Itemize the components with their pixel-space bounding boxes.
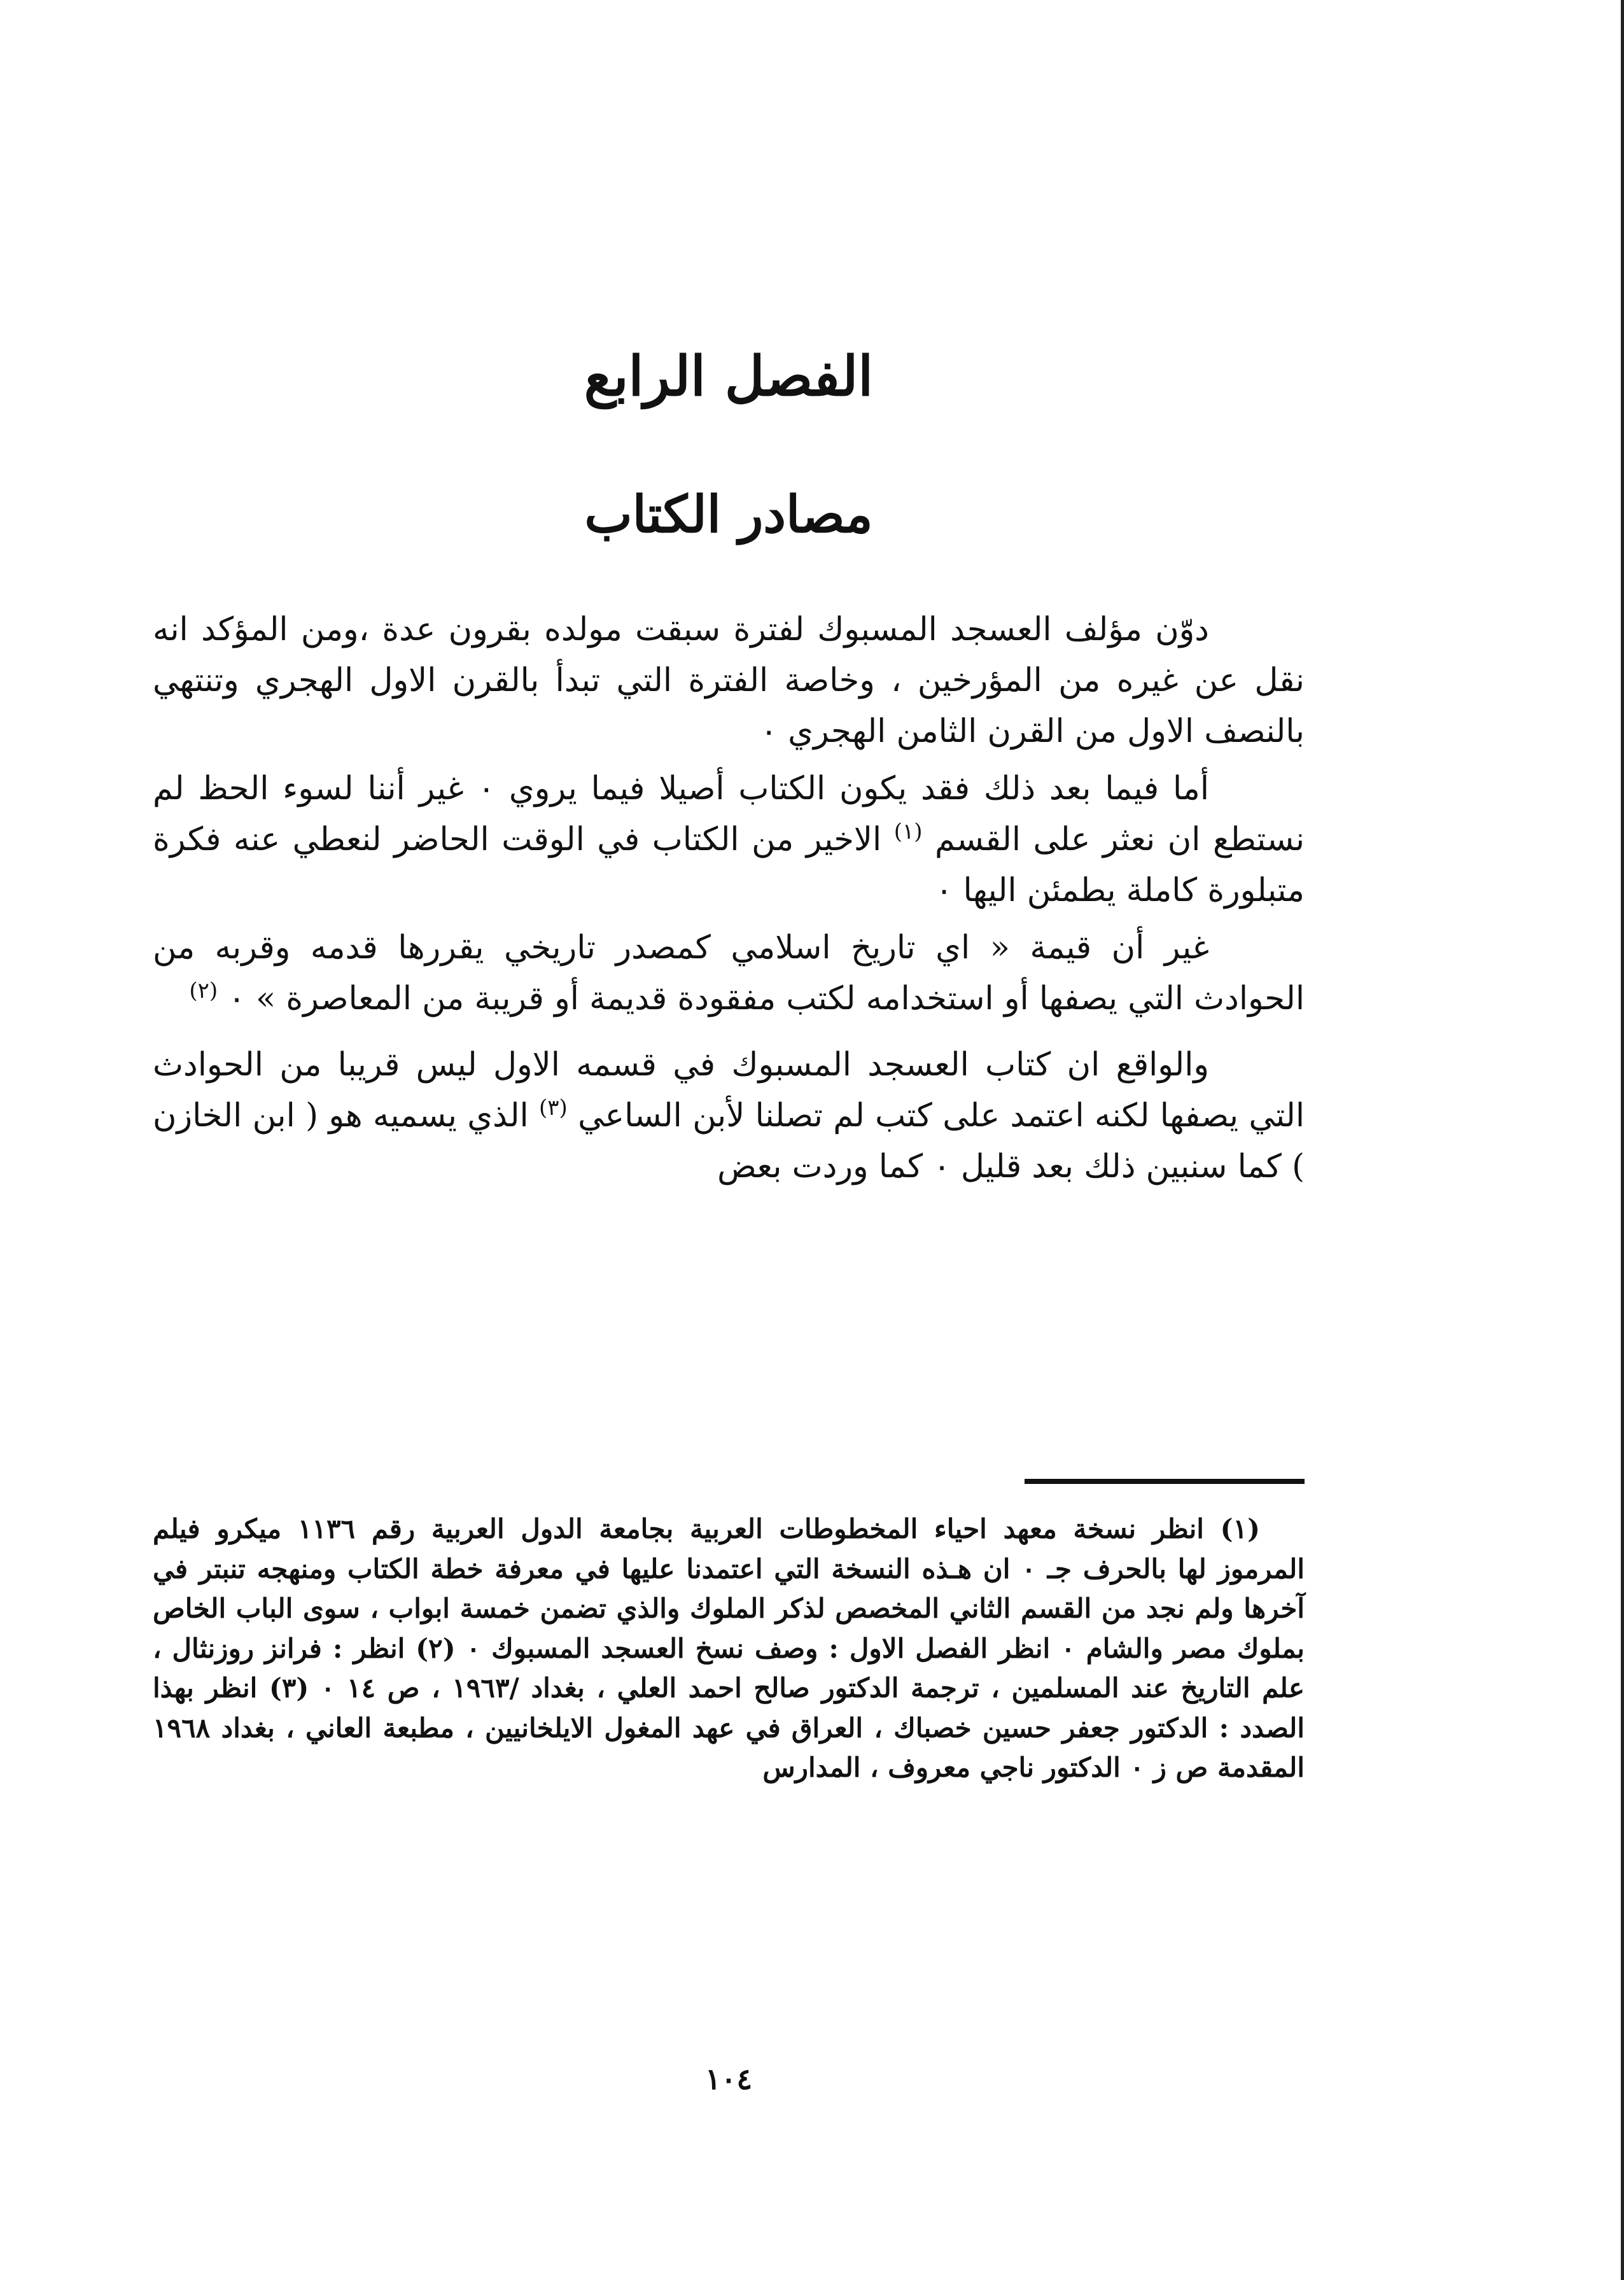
footnote-ref: (١)	[893, 819, 923, 844]
page-number: ١٠٤	[704, 2062, 753, 2096]
footnote-ref: (٢)	[189, 978, 218, 1004]
paragraph-text: والواقع ان كتاب العسجد المسبوك في قسمه الاول ليس قريبا من الحوادث التي يصفها لكنه اعتمد على كتب لم تصلنا لأبن الساعي	[153, 1046, 1305, 1135]
chapter-title: الفصل الرابع	[584, 344, 874, 409]
paragraph-text: غير أن قيمة « اي تاريخ اسلامي كمصدر تاريخي يقررها قدمه وقربه من الحوادث التي يصفها أو استخدامه لكتب مفقودة قديمة أو قريبة من المعاصرة » ٠	[153, 929, 1305, 1018]
footnote-text: (١) انظر نسخة معهد احياء المخطوطات العربية بجامعة الدول العربية رقم ١١٣٦ ميكرو فيلم المرموز لها بالحرف جـ ٠ ان هـذه النسخة التي اعتمدنا عليها في معرفة خطة الكتاب ومنهجه تنبتر في آخرها ولم نجد من القسم الثاني المخصص لذكر الملوك والذي تضمن خمسة ابواب ، سوى الباب الخاص بملوك مصر والشام ٠ انظر الفصل الاول : وصف نسخ العسجد المسبوك ٠ (٢) انظر : فرانز روزنثال ، علم التاريخ عند المسلمين ، ترجمة الدكتور صالح احمد العلي ، بغداد /١٩٦٣ ، ص ١٤ ٠ (٣) انظر بهذا الصدد : الدكتور جعفر حسين خصباك ، العراق في عهد المغول الايلخانيين ، مطبعة العاني ، بغداد ١٩٦٨ المقدمة ص ز ٠ الدكتور ناجي معروف ، المدارس	[153, 1513, 1305, 1783]
paragraph-text: أما فيما بعد ذلك فقد يكون الكتاب أصيلا فيما يروي ٠ غير أننا لسوء الحظ لم نستطع ان نعثر على القسم	[153, 770, 1305, 858]
section-title: مصادر الكتاب	[584, 484, 873, 544]
paragraph-text: الذي يسميه هو ( ابن الخازن ) كما سنبين ذلك بعد قليل ٠ كما وردت بعض	[153, 1097, 1305, 1185]
book-page	[153, 0, 1305, 2280]
paragraph: دوّن مؤلف العسجد المسبوك لفترة سبقت مولده بقرون عدة ،ومن المؤكد انه نقل عن غيره من المؤرخين ، وخاصة الفترة التي تبدأ بالقرن الاول الهجري وتنتهي بالنصف الاول من القرن الثامن الهجري ٠	[153, 611, 1305, 750]
paragraph	[153, 1040, 1305, 1192]
footnotes	[153, 1509, 1305, 1788]
body-text	[153, 605, 1305, 1199]
paragraph-text: الاخير من الكتاب في الوقت الحاضر لنعطي عنه فكرة متبلورة كاملة يطمئن اليها ٠	[153, 821, 1305, 909]
scan-page-edge	[1621, 0, 1624, 2280]
paragraph	[153, 923, 1305, 1025]
footnote-ref: (٣)	[539, 1095, 568, 1121]
paragraph	[153, 764, 1305, 916]
footnote-separator	[1025, 1479, 1305, 1484]
